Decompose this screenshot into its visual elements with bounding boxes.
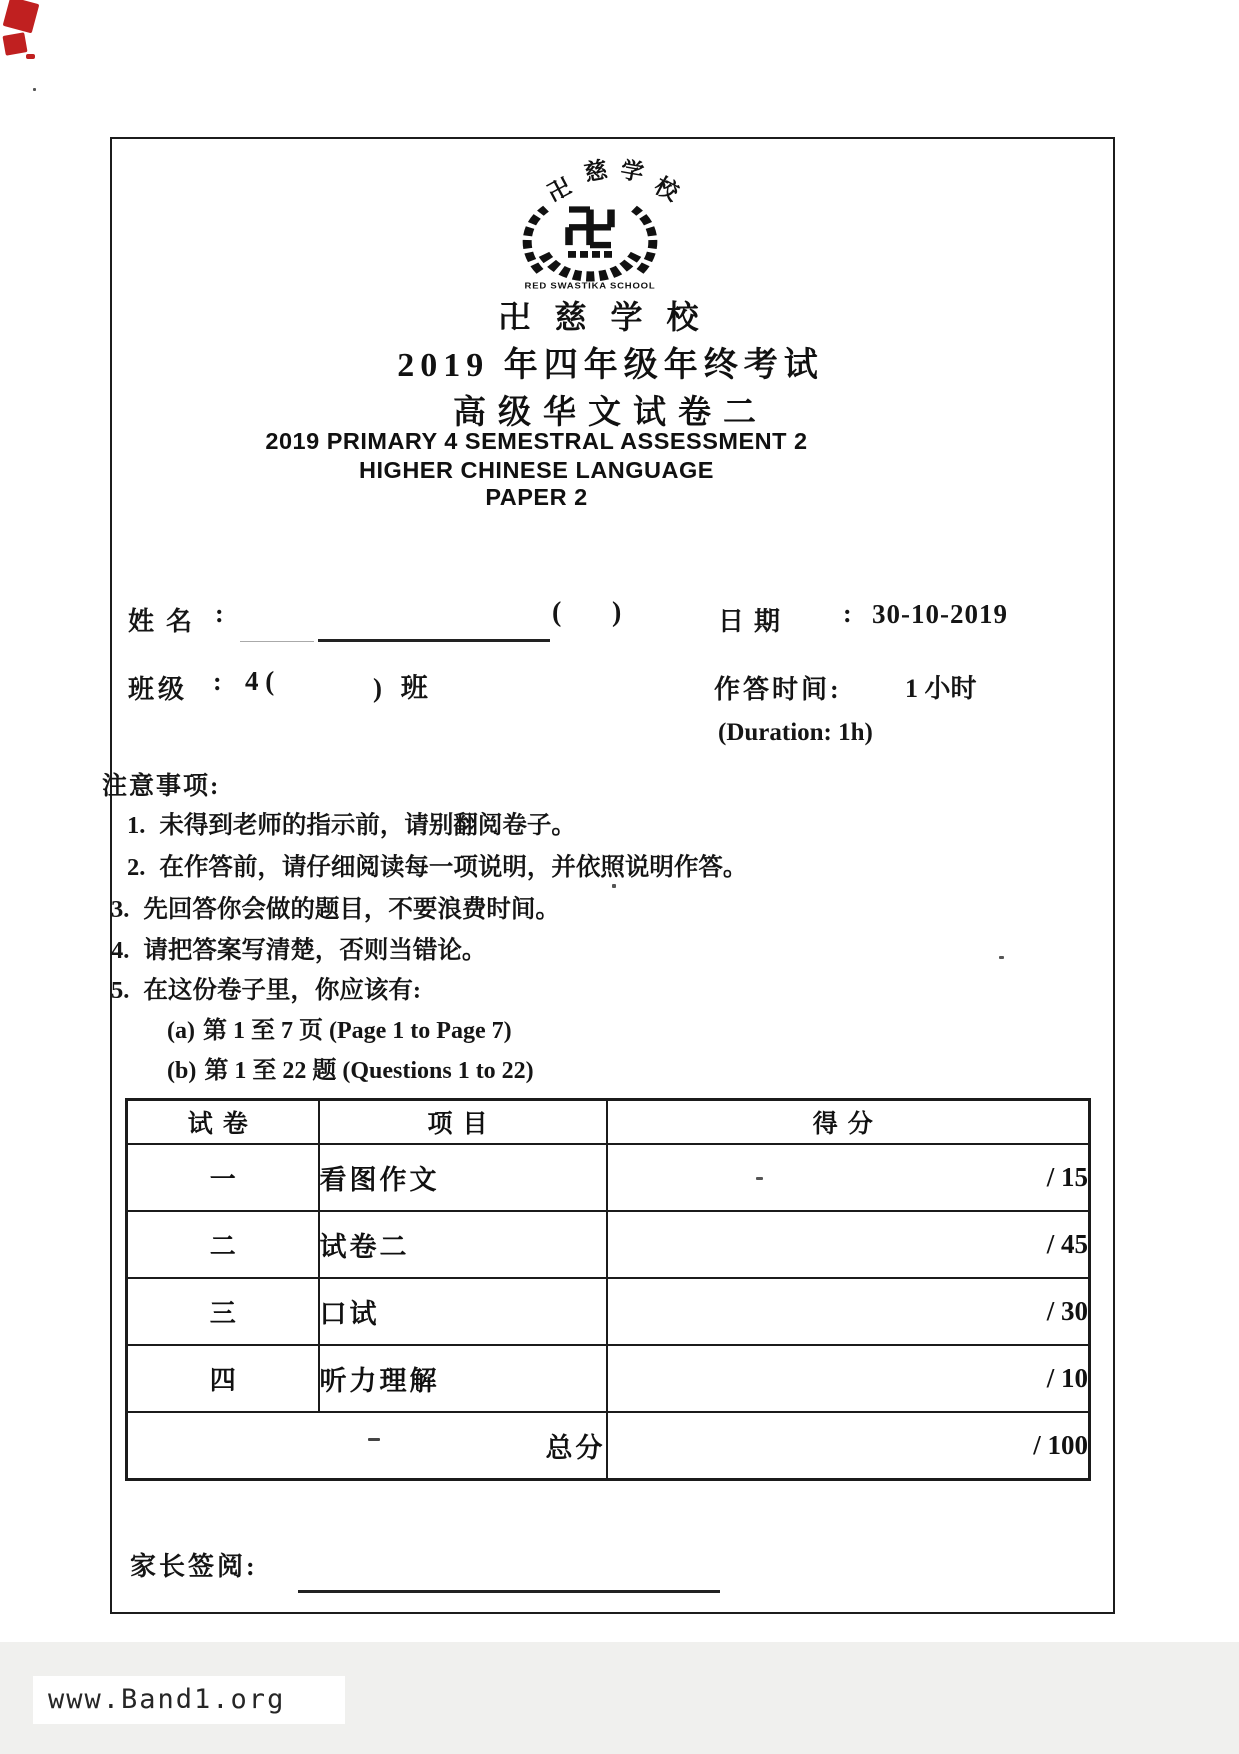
subject-title-en: HIGHER CHINESE LANGUAGE	[359, 457, 714, 483]
logo-arc-char: 卍	[543, 173, 576, 207]
class-colon: :	[213, 667, 222, 696]
item-cell: 试卷二	[319, 1211, 607, 1278]
subitem-number: (b)	[167, 1058, 197, 1084]
table-row	[127, 1278, 1090, 1345]
instruction-item	[111, 931, 486, 966]
item-cell: 听力理解	[319, 1345, 607, 1412]
instruction-item	[127, 848, 747, 883]
instruction-item	[127, 806, 576, 841]
instruction-number: 1.	[127, 812, 146, 839]
gear-icon	[544, 254, 636, 276]
score-cell: / 15	[607, 1144, 1090, 1211]
instruction-subitem	[167, 1050, 534, 1085]
subitem-text: 第 1 至 22 题 (Questions 1 to 22)	[204, 1058, 534, 1084]
duration-label: 作答时间:	[714, 675, 842, 704]
instruction-number: 2.	[127, 854, 146, 881]
watermark-text: www.Band1.org	[48, 1684, 286, 1715]
table-row	[127, 1211, 1090, 1278]
subitem-text: 第 1 至 7 页 (Page 1 to Page 7)	[202, 1018, 512, 1044]
instruction-text: 先回答你会做的题目，不要浪费时间。	[143, 896, 560, 923]
total-label-cell: 总分	[127, 1412, 607, 1479]
instructions-heading: 注意事项:	[102, 773, 221, 800]
parent-signature-label: 家长签阅:	[130, 1552, 258, 1581]
instruction-number: 3.	[111, 896, 130, 923]
score-table	[125, 1098, 1091, 1481]
score-cell: / 30	[607, 1278, 1090, 1345]
header-paper: 试卷	[127, 1100, 319, 1145]
duration-en: (Duration: 1h)	[718, 719, 873, 746]
logo-arc-char: 慈	[582, 157, 610, 186]
exam-title-en: 2019 PRIMARY 4 SEMESTRAL ASSESSMENT 2	[265, 428, 808, 454]
paper-number: PAPER 2	[485, 484, 588, 510]
duration-value: 1 小时	[905, 674, 977, 703]
school-name: 卍慈学校	[498, 299, 723, 335]
logo-arc-char: 学	[618, 157, 646, 186]
instruction-number: 5.	[111, 977, 130, 1004]
instruction-text: 在作答前，请仔细阅读每一项说明，并依照说明作答。	[159, 854, 748, 881]
instruction-text: 请把答案写清楚，否则当错论。	[143, 937, 487, 964]
instruction-text: 在这份卷子里，你应该有:	[143, 977, 422, 1004]
header-score: 得分	[607, 1100, 1090, 1145]
score-table-header-row	[127, 1100, 1090, 1145]
exam-title-cn: 2019 年四年级年终考试	[397, 347, 824, 384]
class-value-suffix: ) 班	[373, 673, 434, 703]
instruction-text: 未得到老师的指示前，请别翻阅卷子。	[159, 812, 576, 839]
name-underline	[318, 639, 550, 642]
logo-arc-char: 校	[650, 172, 683, 206]
red-scan-artifact	[2, 32, 27, 56]
date-value: 30-10-2019	[872, 599, 1008, 629]
date-label: 日期	[718, 607, 791, 636]
watermark-box	[33, 1676, 345, 1724]
index-paren-close: )	[612, 597, 622, 628]
bottom-strip	[0, 1642, 1239, 1754]
class-label: 班级	[128, 675, 189, 704]
paper-cell: 一	[127, 1144, 319, 1211]
instruction-number: 4.	[111, 937, 130, 964]
item-cell: 口试	[319, 1278, 607, 1345]
table-row	[127, 1144, 1090, 1211]
scan-speck	[33, 88, 36, 91]
logo-banner-text: RED SWASTIKA SCHOOL	[524, 280, 656, 290]
table-row	[127, 1345, 1090, 1412]
paper-cell: 三	[127, 1278, 319, 1345]
header-item: 项目	[319, 1100, 607, 1145]
logo-motto-marks	[568, 251, 612, 258]
red-scan-artifact	[26, 54, 35, 59]
class-value-prefix: 4 (	[245, 666, 275, 696]
index-paren-open: (	[552, 597, 562, 628]
instruction-subitem	[167, 1010, 512, 1045]
name-colon: :	[215, 599, 224, 628]
item-cell: 看图作文	[319, 1144, 607, 1211]
instruction-item	[111, 890, 560, 925]
score-cell: / 45	[607, 1211, 1090, 1278]
swastika-icon	[569, 209, 611, 245]
red-scan-artifact	[3, 0, 40, 33]
score-cell: / 10	[607, 1345, 1090, 1412]
name-underline-faint	[240, 641, 314, 642]
total-score-cell: / 100	[607, 1412, 1090, 1479]
subitem-number: (a)	[167, 1018, 195, 1044]
school-emblem	[506, 190, 674, 290]
instruction-item	[111, 971, 421, 1006]
subject-title-cn: 高级华文试卷二	[453, 395, 768, 431]
paper-cell: 四	[127, 1345, 319, 1412]
date-colon: :	[843, 599, 852, 628]
total-row	[127, 1412, 1090, 1479]
signature-underline	[298, 1590, 720, 1593]
paper-cell: 二	[127, 1211, 319, 1278]
name-label: 姓名	[128, 607, 205, 636]
